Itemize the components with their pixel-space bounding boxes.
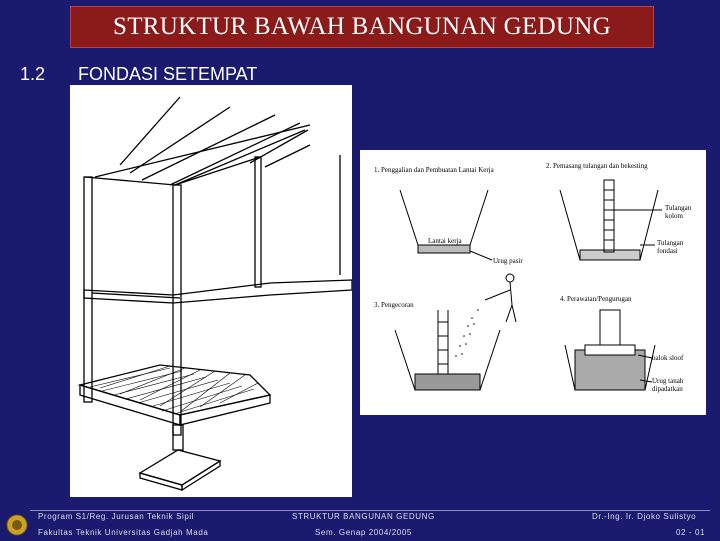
construction-steps-illustration (360, 150, 706, 415)
balok-sloof-label: balok sloof (652, 354, 684, 362)
footer-center-line1: STRUKTUR BANGUNAN GEDUNG (292, 512, 435, 521)
building-frame-illustration (70, 85, 352, 497)
section-title: FONDASI SETEMPAT (78, 64, 258, 84)
university-logo-icon (6, 514, 28, 536)
tulangan-kolom-label-2: kolom (665, 212, 683, 220)
tulangan-fondasi-label-1: Tulangan (657, 239, 684, 247)
slide-title-box (70, 6, 654, 48)
building-frame-drawing (70, 85, 352, 497)
urug-pasir-label: Urug pasir (493, 257, 523, 265)
step-4-label: 4. Perawatan/Pengurugan (560, 295, 632, 303)
footer-left-line2: Fakultas Teknik Universitas Gadjah Mada (38, 528, 209, 537)
lantai-kerja-label: Lantai kerja (428, 237, 462, 245)
slide-title: STRUKTUR BAWAH BANGUNAN GEDUNG (113, 13, 611, 40)
footer-divider (30, 510, 710, 511)
footer-right-line1: Dr.-Ing. Ir. Djoko Sulistyo (592, 512, 697, 521)
step-2-label: 2. Pemasang tulangan dan bekesting (546, 162, 648, 170)
section-number: 1.2 (20, 64, 46, 84)
urug-tanah-label-1: Urug tanah (652, 377, 684, 385)
urug-tanah-label-2: dipadatkan (652, 385, 683, 393)
tulangan-kolom-label-1: Tulangan (665, 204, 692, 212)
footer-right-line2: 02 - 01 (676, 528, 706, 537)
step-1-label: 1. Penggalian dan Pembuatan Lantai Kerja (374, 166, 494, 174)
footer-center-line2: Sem. Genap 2004/2005 (315, 528, 412, 537)
construction-steps-drawing (360, 150, 706, 415)
footer-left-line1: Program S1/Reg. Jurusan Teknik Sipil (38, 512, 195, 521)
tulangan-fondasi-label-2: fondasi (657, 247, 678, 255)
step-3-label: 3. Pengecoran (374, 301, 414, 309)
